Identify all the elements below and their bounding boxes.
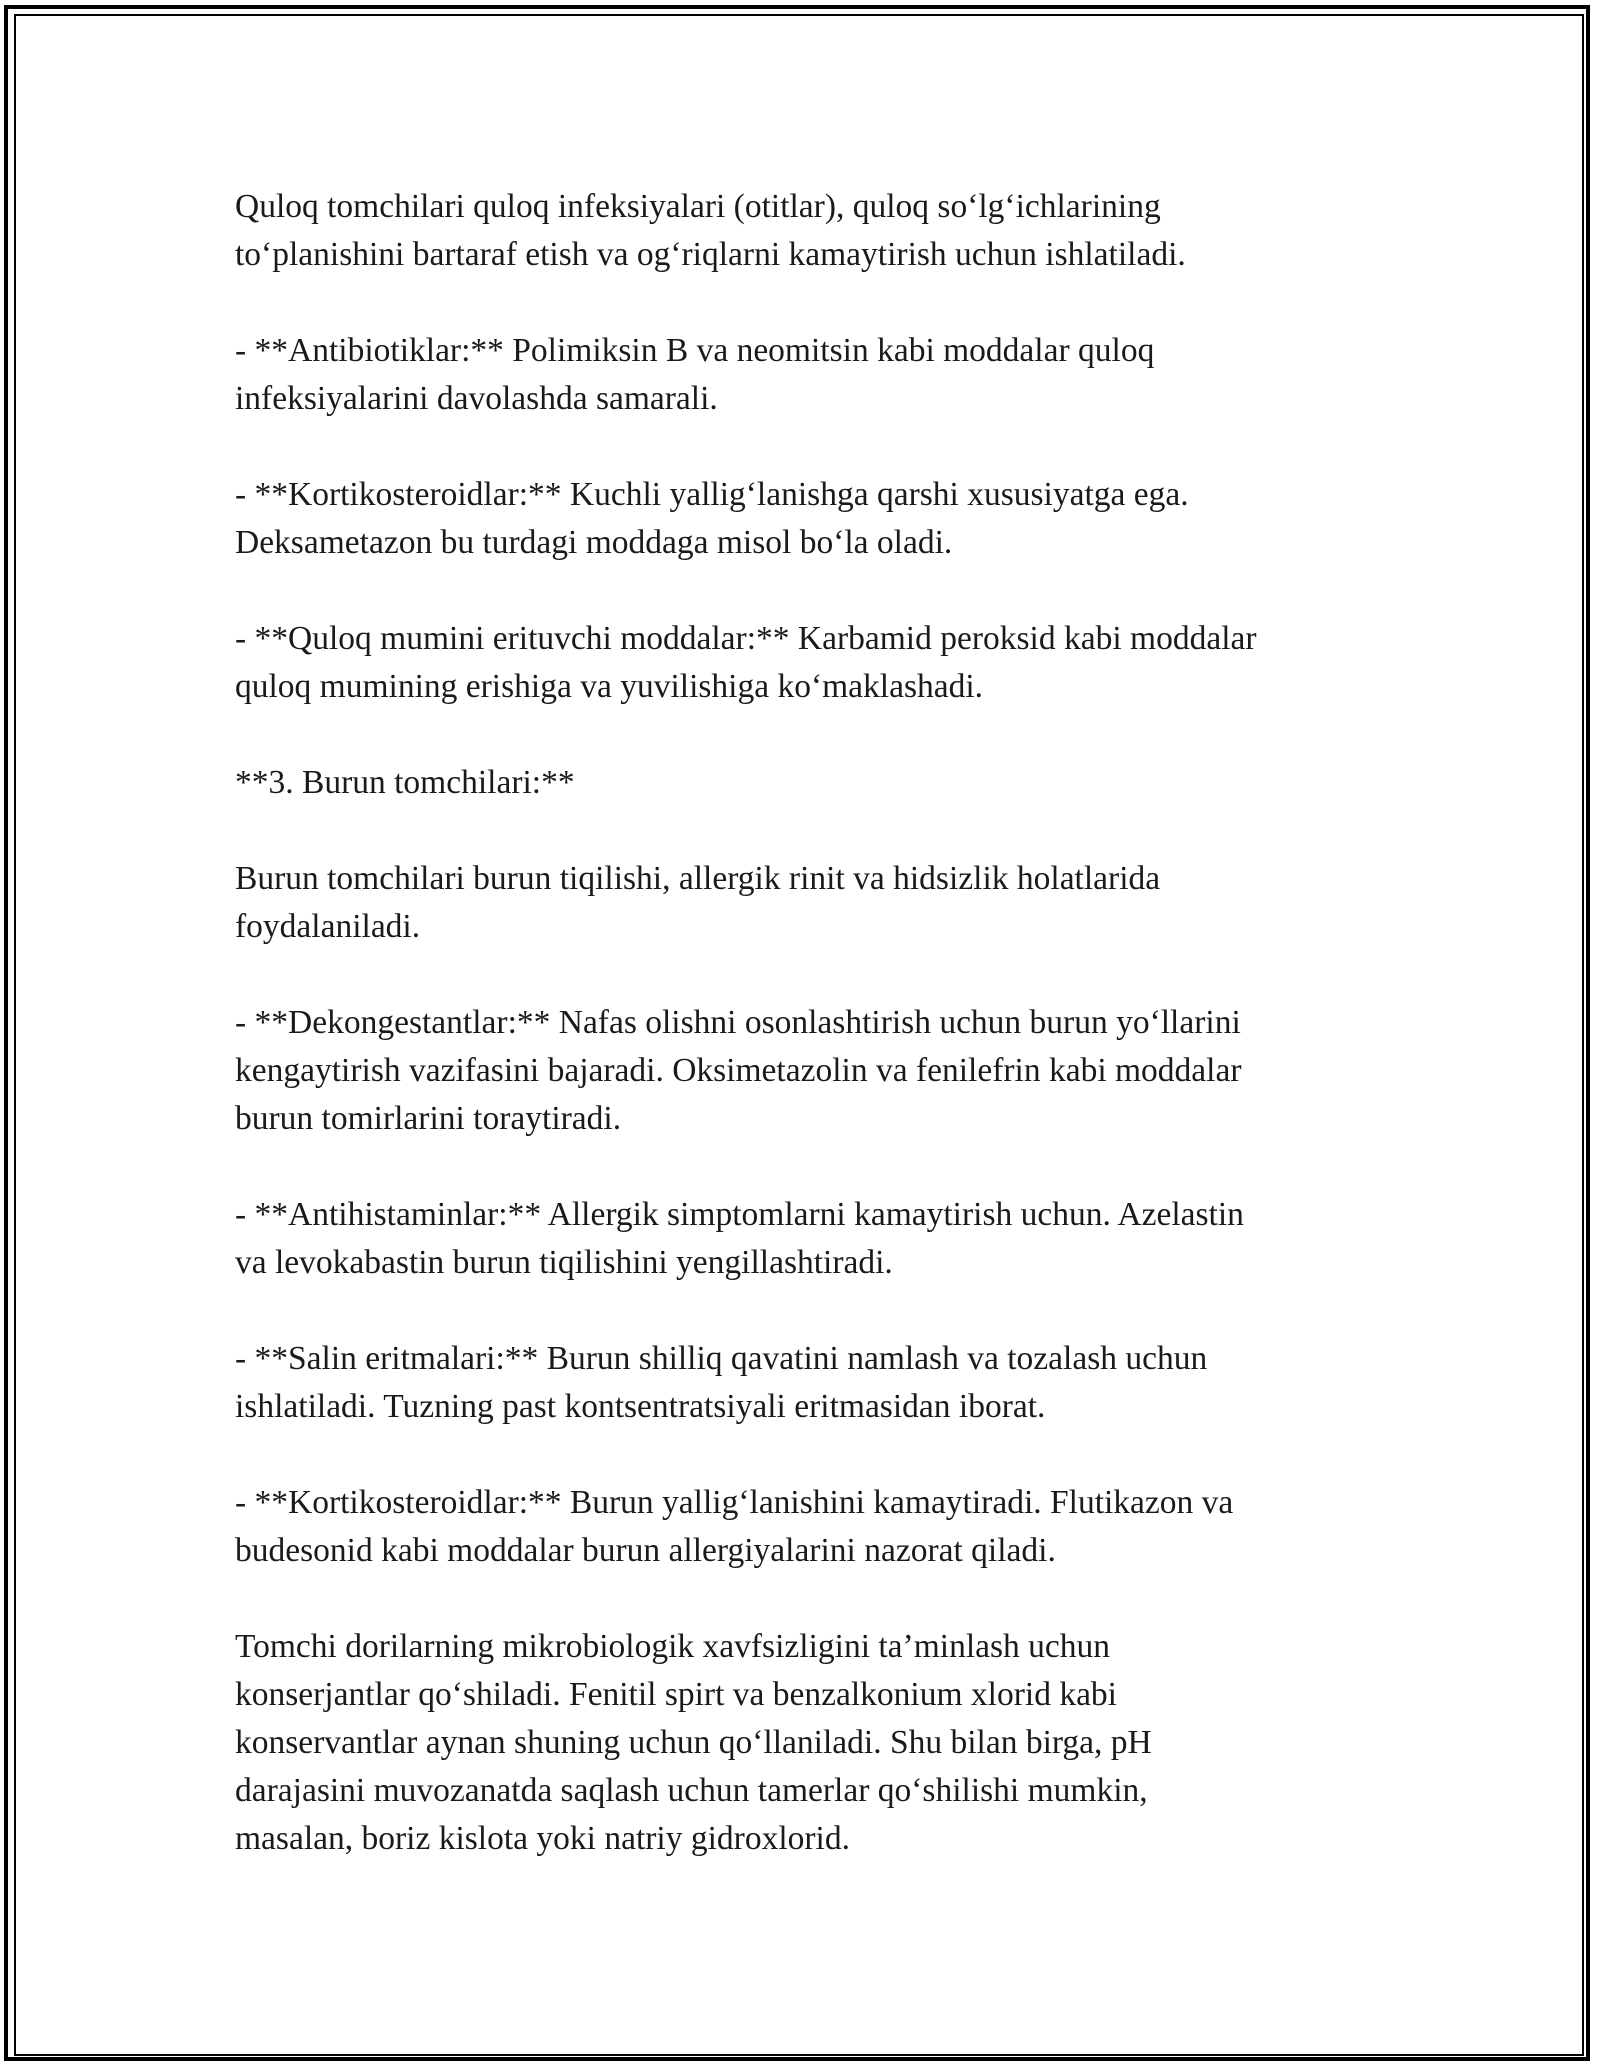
paragraph-nose-drops-intro: Burun tomchilari burun tiqilishi, allergik rinit va hidsizlik holatlarida foydalaniladi. (235, 860, 1161, 945)
paragraph-antihistamines: - **Antihistaminlar:** Allergik simptomlarni kamaytirish uchun. Azelastin va levokabastin burun tiqilishini yengillashtiradi. (235, 1196, 1244, 1281)
paragraph-saline-solutions: - **Salin eritmalari:** Burun shilliq qavatini namlash va tozalash uchun ishlatiladi. Tuzning past kontsentratsiyali eritmasidan iborat. (235, 1340, 1208, 1425)
paragraph-antibiotics: - **Antibiotiklar:** Polimiksin B va neomitsin kabi moddalar quloq infeksiyalarini davolashda samarali. (235, 332, 1155, 417)
paragraph-corticosteroids-nose: - **Kortikosteroidlar:** Burun yallig‘lanishini kamaytiradi. Flutikazon va budesonid kabi moddalar burun allergiyalarini nazorat qiladi. (235, 1484, 1234, 1569)
paragraph-decongestants: - **Dekongestantlar:** Nafas olishni osonlashtirish uchun burun yo‘llarini kengaytirish vazifasini bajaradi. Oksimetazolin va fenilefrin kabi moddalar burun tomirlarini toraytiradi. (235, 1004, 1242, 1137)
paragraph-ear-drops-intro: Quloq tomchilari quloq infeksiyalari (otitlar), quloq so‘lg‘ichlarining to‘planishini bartaraf etish va og‘riqlarni kamaytirish uchun ishlatiladi. (235, 188, 1186, 273)
document-body (235, 183, 1375, 1863)
paragraph-corticosteroids-ear: - **Kortikosteroidlar:** Kuchli yallig‘lanishga qarshi xususiyatga ega. Deksametazon bu turdagi moddaga misol bo‘la oladi. (235, 476, 1189, 561)
paragraph-earwax-dissolvers: - **Quloq mumini erituvchi moddalar:** Karbamid peroksid kabi moddalar quloq mumining erishiga va yuvilishiga ko‘maklashadi. (235, 620, 1257, 705)
paragraph-preservatives: Tomchi dorilarning mikrobiologik xavfsizligini ta’minlash uchun konserjantlar qo‘shiladi. Fenitil spirt va benzalkonium xlorid kabi konservantlar aynan shuning uchun qo‘llaniladi. Shu bilan birga, pH darajasini muvozanatda saqlash uchun tamerlar qo‘shilishi mumkin, masalan, boriz kislota yoki natriy gidroxlorid. (235, 1628, 1152, 1857)
section-heading-nose-drops: **3. Burun tomchilari:** (235, 764, 575, 801)
